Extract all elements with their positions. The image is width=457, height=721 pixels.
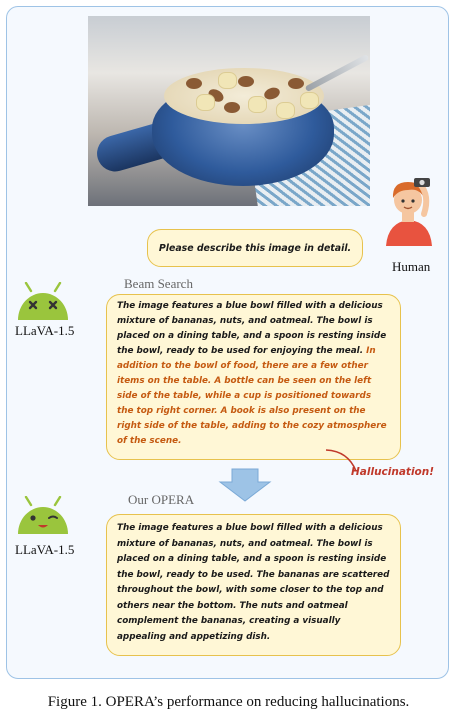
down-arrow-icon xyxy=(218,468,272,506)
beam-search-response-bubble xyxy=(106,294,401,460)
beam-search-label: Beam Search xyxy=(124,276,193,291)
llava-model-label: LLaVA-1.5 xyxy=(15,542,75,557)
llava-model-label: LLaVA-1.5 xyxy=(15,323,75,338)
person-avatar-icon xyxy=(380,174,438,250)
food-photo xyxy=(88,16,370,206)
android-happy-icon xyxy=(16,496,70,538)
human-prompt-text: Please describe this image in detail. xyxy=(158,242,352,254)
opera-label: Our OPERA xyxy=(128,492,195,507)
hallucination-tag: Hallucination! xyxy=(351,466,435,478)
human-name-label: Human xyxy=(392,259,431,274)
beam-correct-text: The image features a blue bowl filled with a delicious mixture of bananas, nuts, and oatmeal. The bowl is placed on a dining table, and a spoon is resting inside the bowl, ready to be used for enjoying the meal. xyxy=(117,301,387,356)
opera-response-bubble xyxy=(106,514,401,656)
beam-hallucinated-text: In addition to the bowl of food, there are a few other items on the table. A bottle can be seen on the left side of the table, while a cup is positioned towards the top right corner. A book is also present on the right side of the table, adding to the cozy atmosphere of the scene. xyxy=(117,346,387,446)
human-prompt-bubble xyxy=(147,229,363,267)
android-dead-icon xyxy=(16,282,70,324)
opera-response-text: The image features a blue bowl filled with a delicious mixture of bananas, nuts, and oatmeal. The bowl is placed on a dining table, and a spoon is resting inside the bowl, ready to be used. The bananas are scattered throughout the bowl, with some closer to the top and others near the bottom. The nuts and oatmeal complement the bananas, creating a visually appealing and appetizing dish. xyxy=(117,523,390,642)
figure-caption: Figure 1. OPERA’s performance on reducing hallucinations. xyxy=(47,694,410,710)
